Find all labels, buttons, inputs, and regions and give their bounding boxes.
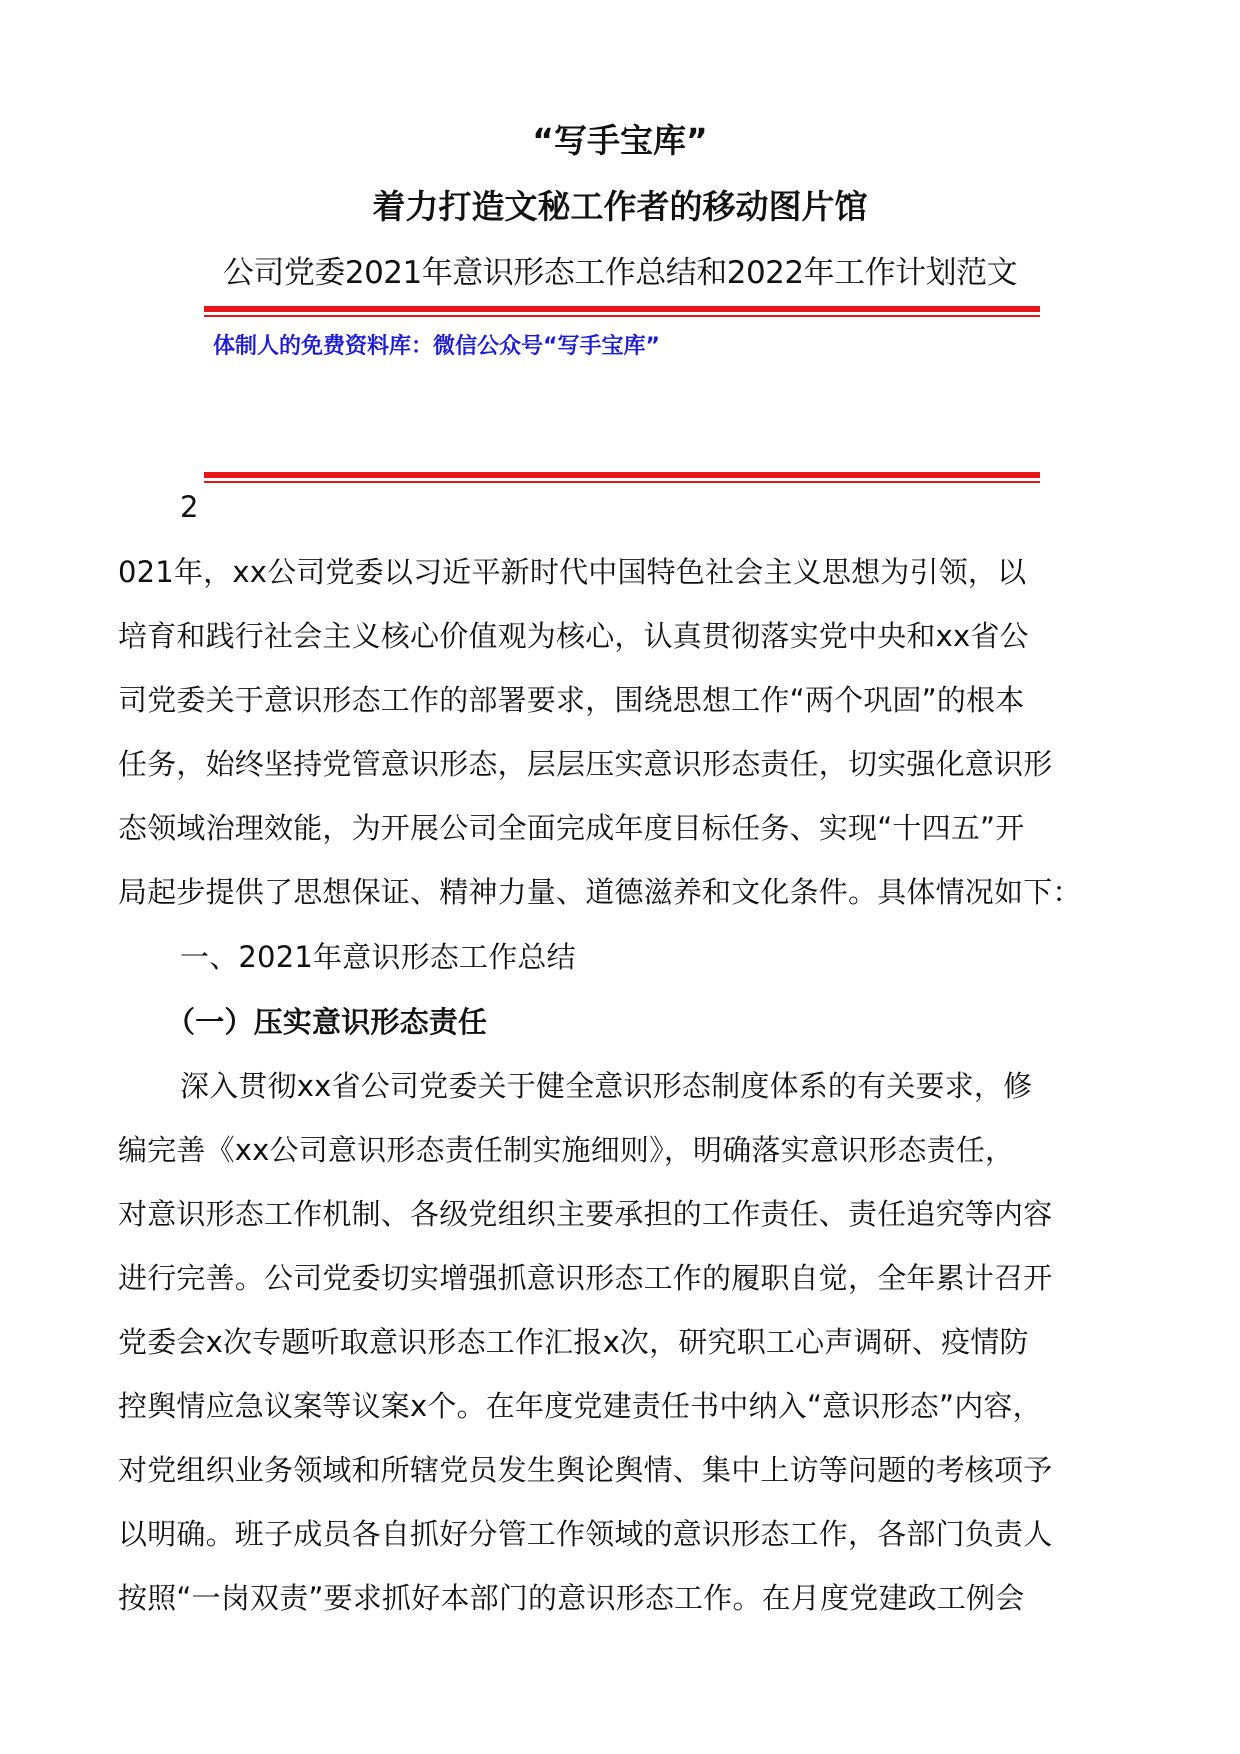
subsection-heading: （一）压实意识形态责任 bbox=[166, 1005, 488, 1039]
body-line: 局起步提供了思想保证、精神力量、道德滋养和文化条件。具体情况如下： bbox=[118, 875, 1082, 909]
body-line: 态领域治理效能，为开展公司全面完成年度目标任务、实现“十四五”开 bbox=[118, 811, 1025, 845]
header-title-line1: “写手宝库” bbox=[532, 121, 708, 160]
body-line: 按照“一岗双责”要求抓好本部门的意识形态工作。在月度党建政工例会 bbox=[118, 1581, 1025, 1615]
red-rule-bottom-thin bbox=[204, 481, 1040, 483]
red-rule-bottom-thick bbox=[204, 472, 1040, 478]
section-heading: 一、2021年意识形态工作总结 bbox=[180, 940, 576, 974]
body-line: 控舆情应急议案等议案x个。在年度党建责任书中纳入“意识形态”内容， bbox=[118, 1389, 1042, 1423]
promo-line: 体制人的免费资料库：微信公众号“写手宝库” bbox=[213, 334, 660, 359]
body-line: 对党组织业务领域和所辖党员发生舆论舆情、集中上访等问题的考核项予 bbox=[118, 1453, 1053, 1487]
body-line: 司党委关于意识形态工作的部署要求，围绕思想工作“两个巩固”的根本 bbox=[118, 683, 1025, 717]
body-line: 深入贯彻xx省公司党委关于健全意识形态制度体系的有关要求，修 bbox=[180, 1069, 1033, 1103]
body-line: 培育和践行社会主义核心价值观为核心，认真贯彻落实党中央和xx省公 bbox=[118, 619, 1029, 653]
body-line: 编完善《xx公司意识形态责任制实施细则》，明确落实意识形态责任， bbox=[118, 1133, 1015, 1167]
red-rule-top-thin bbox=[204, 315, 1040, 317]
red-rule-top-thick bbox=[204, 306, 1040, 312]
body-line: 021年，xx公司党委以习近平新时代中国特色社会主义思想为引领，以 bbox=[118, 555, 1027, 589]
body-line: 党委会x次专题听取意识形态工作汇报x次，研究职工心声调研、疫情防 bbox=[118, 1325, 1029, 1359]
body-line: 2 bbox=[180, 490, 199, 524]
body-line: 以明确。班子成员各自抓好分管工作领域的意识形态工作，各部门负责人 bbox=[118, 1517, 1053, 1551]
document-title: 公司党委2021年意识形态工作总结和2022年工作计划范文 bbox=[222, 255, 1018, 291]
body-line: 进行完善。公司党委切实增强抓意识形态工作的履职自觉，全年累计召开 bbox=[118, 1261, 1053, 1295]
body-line: 任务，始终坚持党管意识形态，层层压实意识形态责任，切实强化意识形 bbox=[118, 747, 1053, 781]
header-title-line2: 着力打造文秘工作者的移动图片馆 bbox=[372, 187, 868, 226]
body-line: 对意识形态工作机制、各级党组织主要承担的工作责任、责任追究等内容 bbox=[118, 1197, 1053, 1231]
